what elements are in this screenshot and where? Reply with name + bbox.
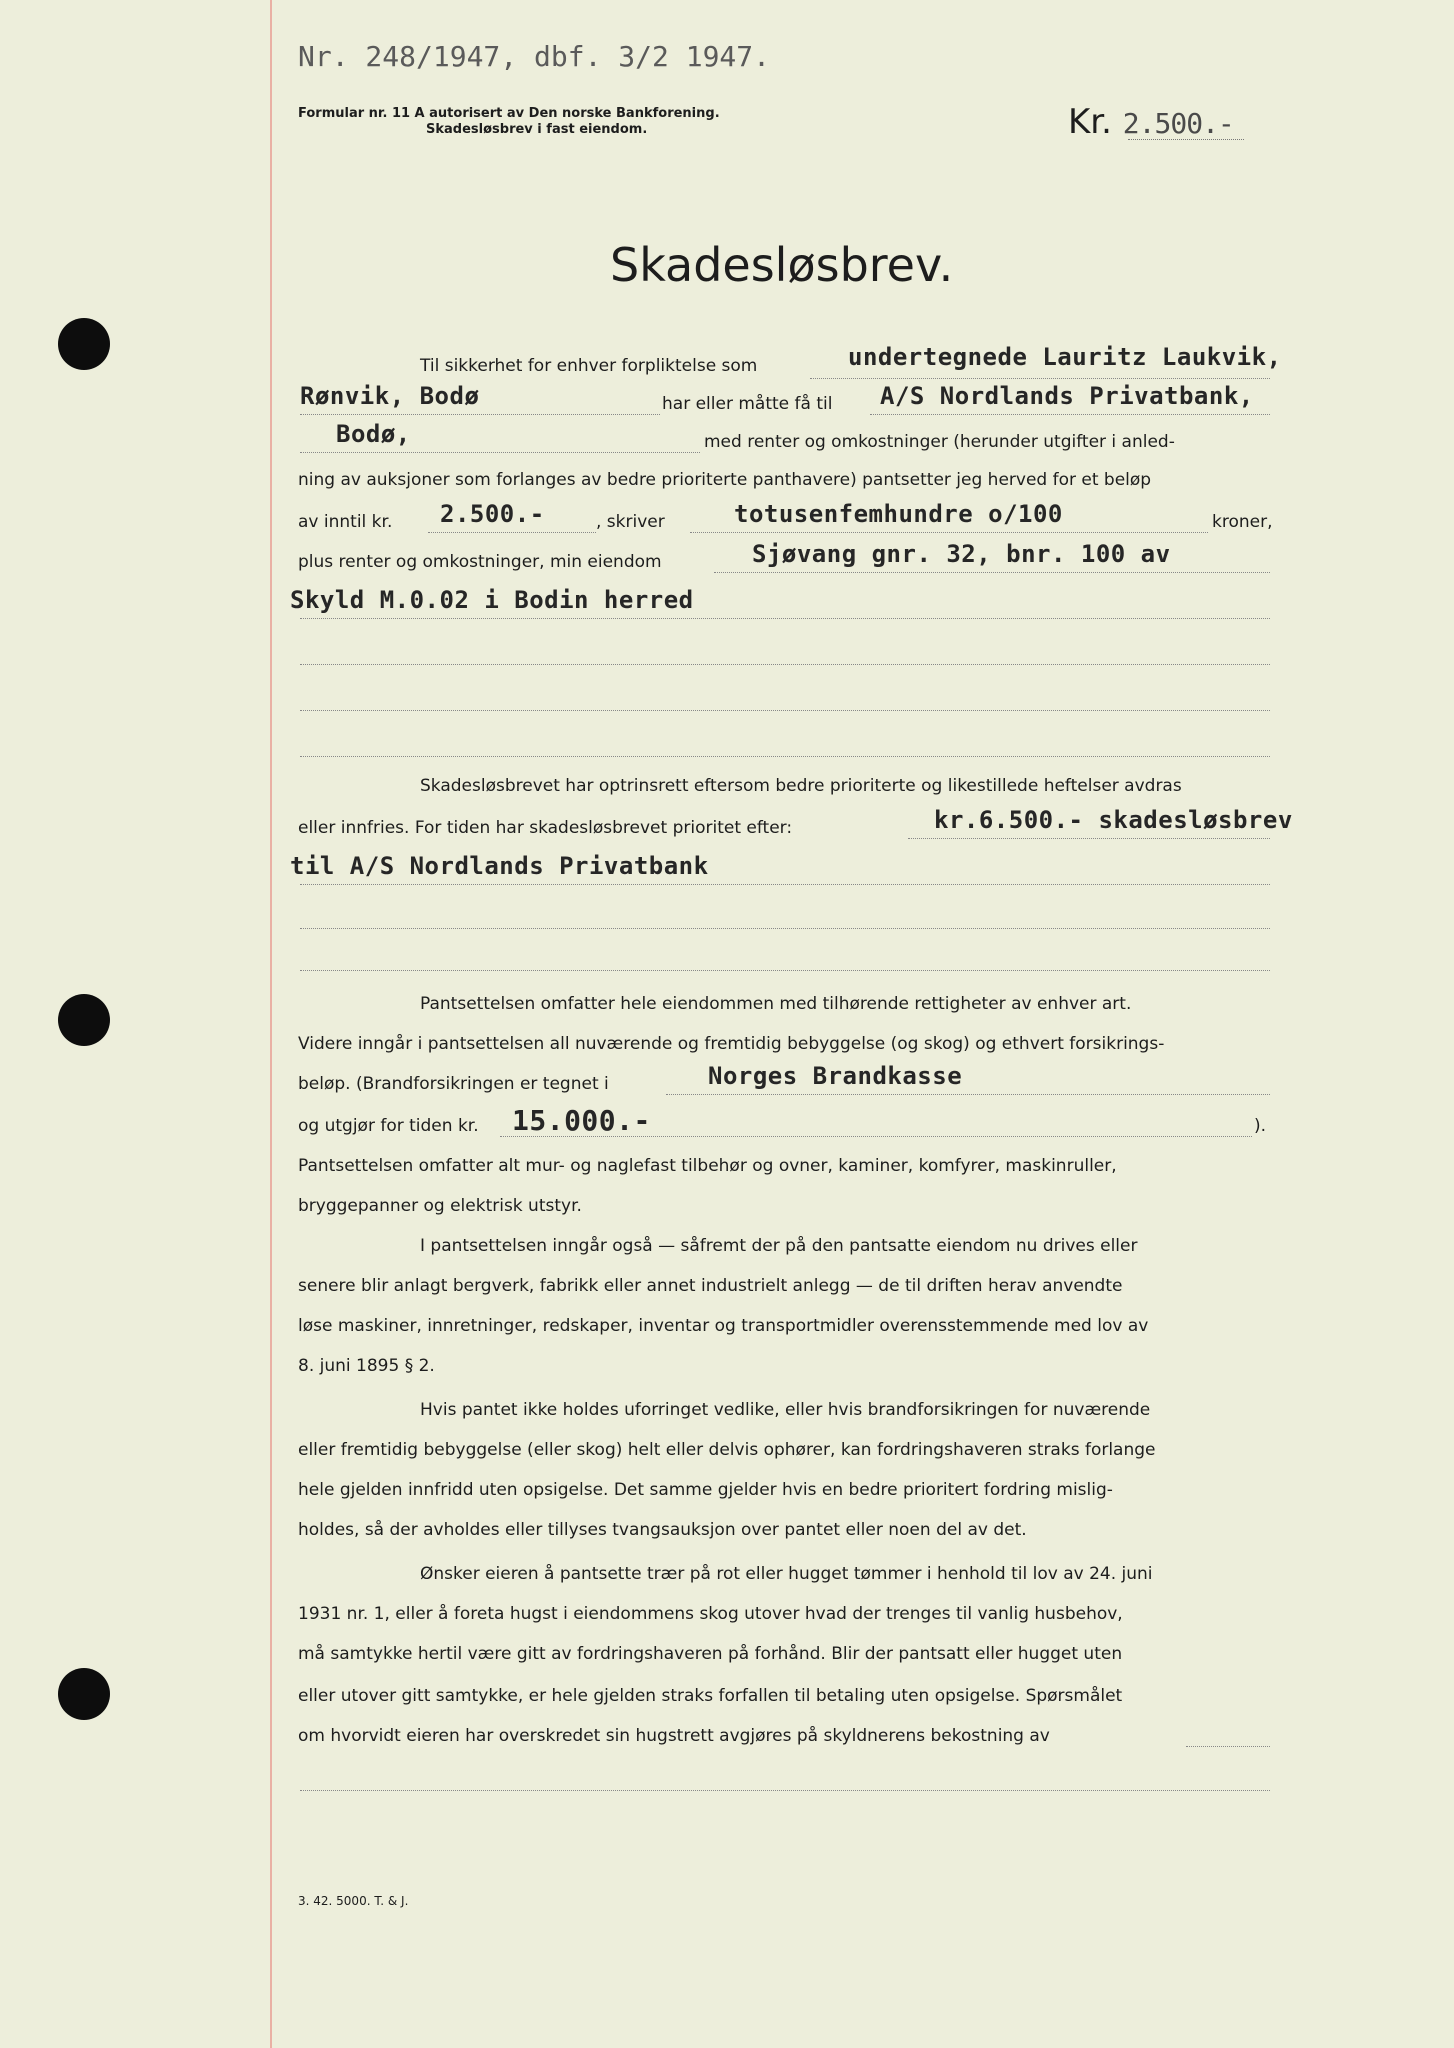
property-description: Sjøvang gnr. 32, bnr. 100 av	[752, 540, 1171, 568]
s1-line6-printed: plus renter og omkostninger, min eiendom	[298, 552, 662, 572]
creditor-city: Bodø,	[336, 420, 411, 448]
s1-line5-printed-b: , skriver	[596, 512, 665, 532]
s1-line5-printed-c: kroner,	[1212, 512, 1273, 532]
insured-amount: 15.000.-	[512, 1104, 651, 1137]
s2-line2-printed: eller innfries. For tiden har skadesløsbrevet prioritet efter:	[298, 818, 793, 838]
s3-line6: bryggepanner og elektrisk utstyr.	[298, 1196, 582, 1216]
s4-line3: løse maskiner, innretninger, redskaper, inventar og transportmidler overensstemmende med lov av	[298, 1316, 1149, 1336]
amount-box	[1068, 102, 1234, 142]
prior-encumbrance-holder: til A/S Nordlands Privatbank	[290, 852, 709, 880]
s1-line2-printed: har eller måtte få til	[662, 394, 833, 414]
punch-hole-1	[58, 318, 110, 370]
document-title: Skadesløsbrev.	[610, 238, 954, 292]
s3-line4-printed: og utgjør for tiden kr.	[298, 1116, 479, 1136]
amount-prefix: Kr.	[1068, 102, 1112, 142]
s6-line1: Ønsker eieren å pantsette trær på rot eller hugget tømmer i henhold til lov av 24. juni	[420, 1564, 1153, 1584]
printer-mark: 3. 42. 5000. T. & J.	[298, 1894, 409, 1908]
debtor-address: Rønvik, Bodø	[300, 382, 480, 410]
s6-line3: må samtykke hertil være gitt av fordringshaveren på forhånd. Blir der pantsatt eller hugget uten	[298, 1644, 1123, 1664]
s3-line2: Videre inngår i pantsettelsen all nuværende og fremtidig bebyggelse (og skog) og ethvert forsikrings-	[298, 1034, 1165, 1054]
s3-line5: Pantsettelsen omfatter alt mur- og naglefast tilbehør og ovner, kaminer, komfyrer, maskinruller,	[298, 1156, 1117, 1176]
s5-line1: Hvis pantet ikke holdes uforringet vedlike, eller hvis brandforsikringen for nuværende	[420, 1400, 1151, 1420]
creditor-name: A/S Nordlands Privatbank,	[880, 382, 1254, 410]
form-header	[298, 106, 720, 138]
s1-line4-printed: ning av auksjoner som forlanges av bedre prioriterte panthavere) pantsetter jeg herved for et beløp	[298, 470, 1152, 490]
s3-line4-close: ).	[1254, 1116, 1267, 1136]
amount-in-words: totusenfemhundre o/100	[734, 500, 1063, 528]
s1-line1-printed: Til sikkerhet for enhver forpliktelse som	[420, 356, 758, 376]
form-line-1: Formular nr. 11 A autorisert av Den norske Bankforening.	[298, 106, 720, 121]
s6-line2: 1931 nr. 1, eller å foreta hugst i eiendommens skog utover hvad der trenges til vanlig husbehov,	[298, 1604, 1123, 1624]
s4-line4: 8. juni 1895 § 2.	[298, 1356, 435, 1376]
margin-rule	[270, 0, 272, 2048]
s1-line5-printed-a: av inntil kr.	[298, 512, 393, 532]
loan-amount: 2.500.-	[440, 500, 545, 528]
s5-line2: eller fremtidig bebyggelse (eller skog) helt eller delvis ophører, kan fordringshaveren straks forlange	[298, 1440, 1156, 1460]
prior-encumbrance: kr.6.500.- skadesløsbrev	[934, 806, 1293, 834]
punch-hole-3	[58, 1668, 110, 1720]
insurer-name: Norges Brandkasse	[708, 1062, 963, 1090]
s3-line3-printed: beløp. (Brandforsikringen er tegnet i	[298, 1074, 609, 1094]
form-line-2: Skadesløsbrev i fast eiendom.	[426, 122, 648, 137]
amount-value: 2.500.-	[1122, 107, 1234, 140]
s1-line3-printed: med renter og omkostninger (herunder utgifter i anled-	[704, 432, 1175, 452]
s6-line5: om hvorvidt eieren har overskredet sin hugstrett avgjøres på skyldnerens bekostning av	[298, 1726, 1050, 1746]
s5-line3: hele gjelden innfridd uten opsigelse. Det samme gjelder hvis en bedre prioritert fordring mislig-	[298, 1480, 1113, 1500]
s3-line1: Pantsettelsen omfatter hele eiendommen med tilhørende rettigheter av enhver art.	[420, 994, 1132, 1014]
punch-hole-2	[58, 994, 110, 1046]
reference-number: Nr. 248/1947, dbf. 3/2 1947.	[298, 40, 771, 73]
s5-line4: holdes, så der avholdes eller tillyses tvangsauksjon over pantet eller noen del av det.	[298, 1520, 1027, 1540]
s4-line2: senere blir anlagt bergverk, fabrikk eller annet industrielt anlegg — de til driften herav anvendte	[298, 1276, 1123, 1296]
s6-line4: eller utover gitt samtykke, er hele gjelden straks forfallen til betaling uten opsigelse. Spørsmålet	[298, 1686, 1123, 1706]
s4-line1: I pantsettelsen inngår også — såfremt der på den pantsatte eiendom nu drives eller	[420, 1236, 1138, 1256]
debtor-name: undertegnede Lauritz Laukvik,	[848, 343, 1282, 371]
s2-line1: Skadesløsbrevet har optrinsrett eftersom bedre prioriterte og likestillede heftelser avdras	[420, 776, 1182, 796]
property-description-cont: Skyld M.0.02 i Bodin herred	[290, 586, 694, 614]
